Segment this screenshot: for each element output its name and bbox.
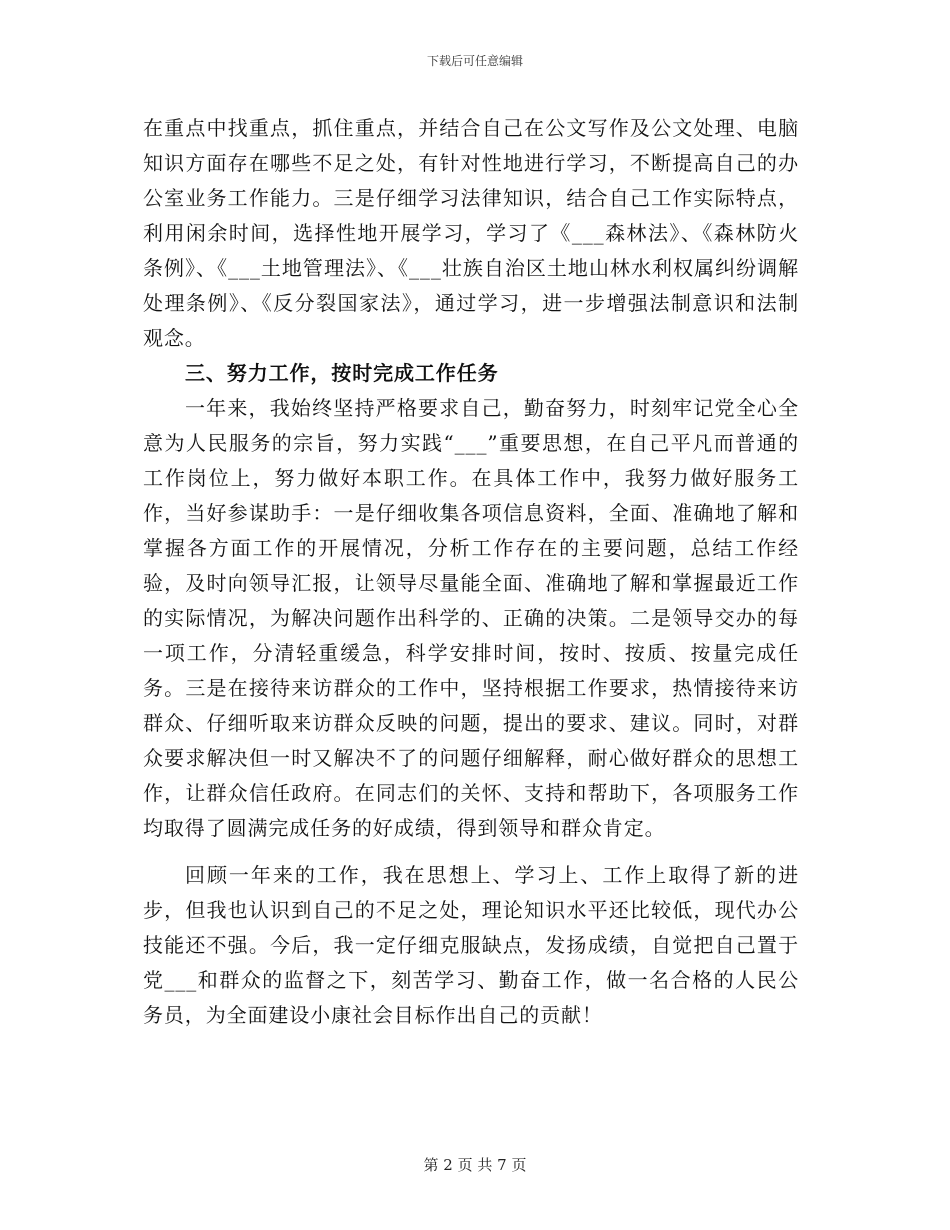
- page-footer: 第 2 页 共 7 页: [423, 1156, 527, 1174]
- paragraph-work-duties: 一年来，我始终坚持严格要求自己，勤奋努力，时刻牢记党全心全意为人民服务的宗旨，努力实践“___”重要思想，在自己平凡而普通的工作岗位上，努力做好本职工作。在具体工作中，我努力做好服务工作，当好参谋助手：一是仔细收集各项信息资料，全面、准确地了解和掌握各方面工作的开展情况，分析工作存在的主要问题，总结工作经验，及时向领导汇报，让领导尽量能全面、准确地了解和掌握最近工作的实际情况，为解决问题作出科学的、正确的决策。二是领导交办的每一项工作，分清轻重缓急，科学安排时间，按时、按质、按量完成任务。三是在接待来访群众的工作中，坚持根据工作要求，热情接待来访群众、仔细听取来访群众反映的问题，提出的要求、建议。同时，对群众要求解决但一时又解决不了的问题仔细解释，耐心做好群众的思想工作，让群众信任政府。在同志们的关怀、支持和帮助下，各项服务工作均取得了圆满完成任务的好成绩，得到领导和群众肯定。: [143, 396, 799, 840]
- document-body: [143, 111, 799, 1033]
- paragraph-study-law: 在重点中找重点，抓住重点，并结合自己在公文写作及公文处理、电脑知识方面存在哪些不足之处，有针对性地进行学习，不断提高自己的办公室业务工作能力。三是仔细学习法律知识，结合自己工作实际特点，利用闲余时间，选择性地开展学习，学习了《___森林法》、《森林防火条例》、《___土地管理法》、《___壮族自治区土地山林水利权属纠纷调解处理条例》、《反分裂国家法》，通过学习，进一步增强法制意识和法制观念。: [143, 116, 799, 350]
- paragraph-review: 回顾一年来的工作，我在思想上、学习上、工作上取得了新的进步，但我也认识到自己的不足之处，理论知识水平还比较低，现代办公技能还不强。今后，我一定仔细克服缺点，发扬成绩，自觉把自己置于党___和群众的监督之下，刻苦学习、勤奋工作，做一名合格的人民公务员，为全面建设小康社会目标作出自己的贡献！: [143, 863, 799, 1027]
- page-header: 下载后可任意编辑: [426, 54, 523, 68]
- section-heading-3: 三、努力工作，按时完成工作任务: [185, 361, 499, 385]
